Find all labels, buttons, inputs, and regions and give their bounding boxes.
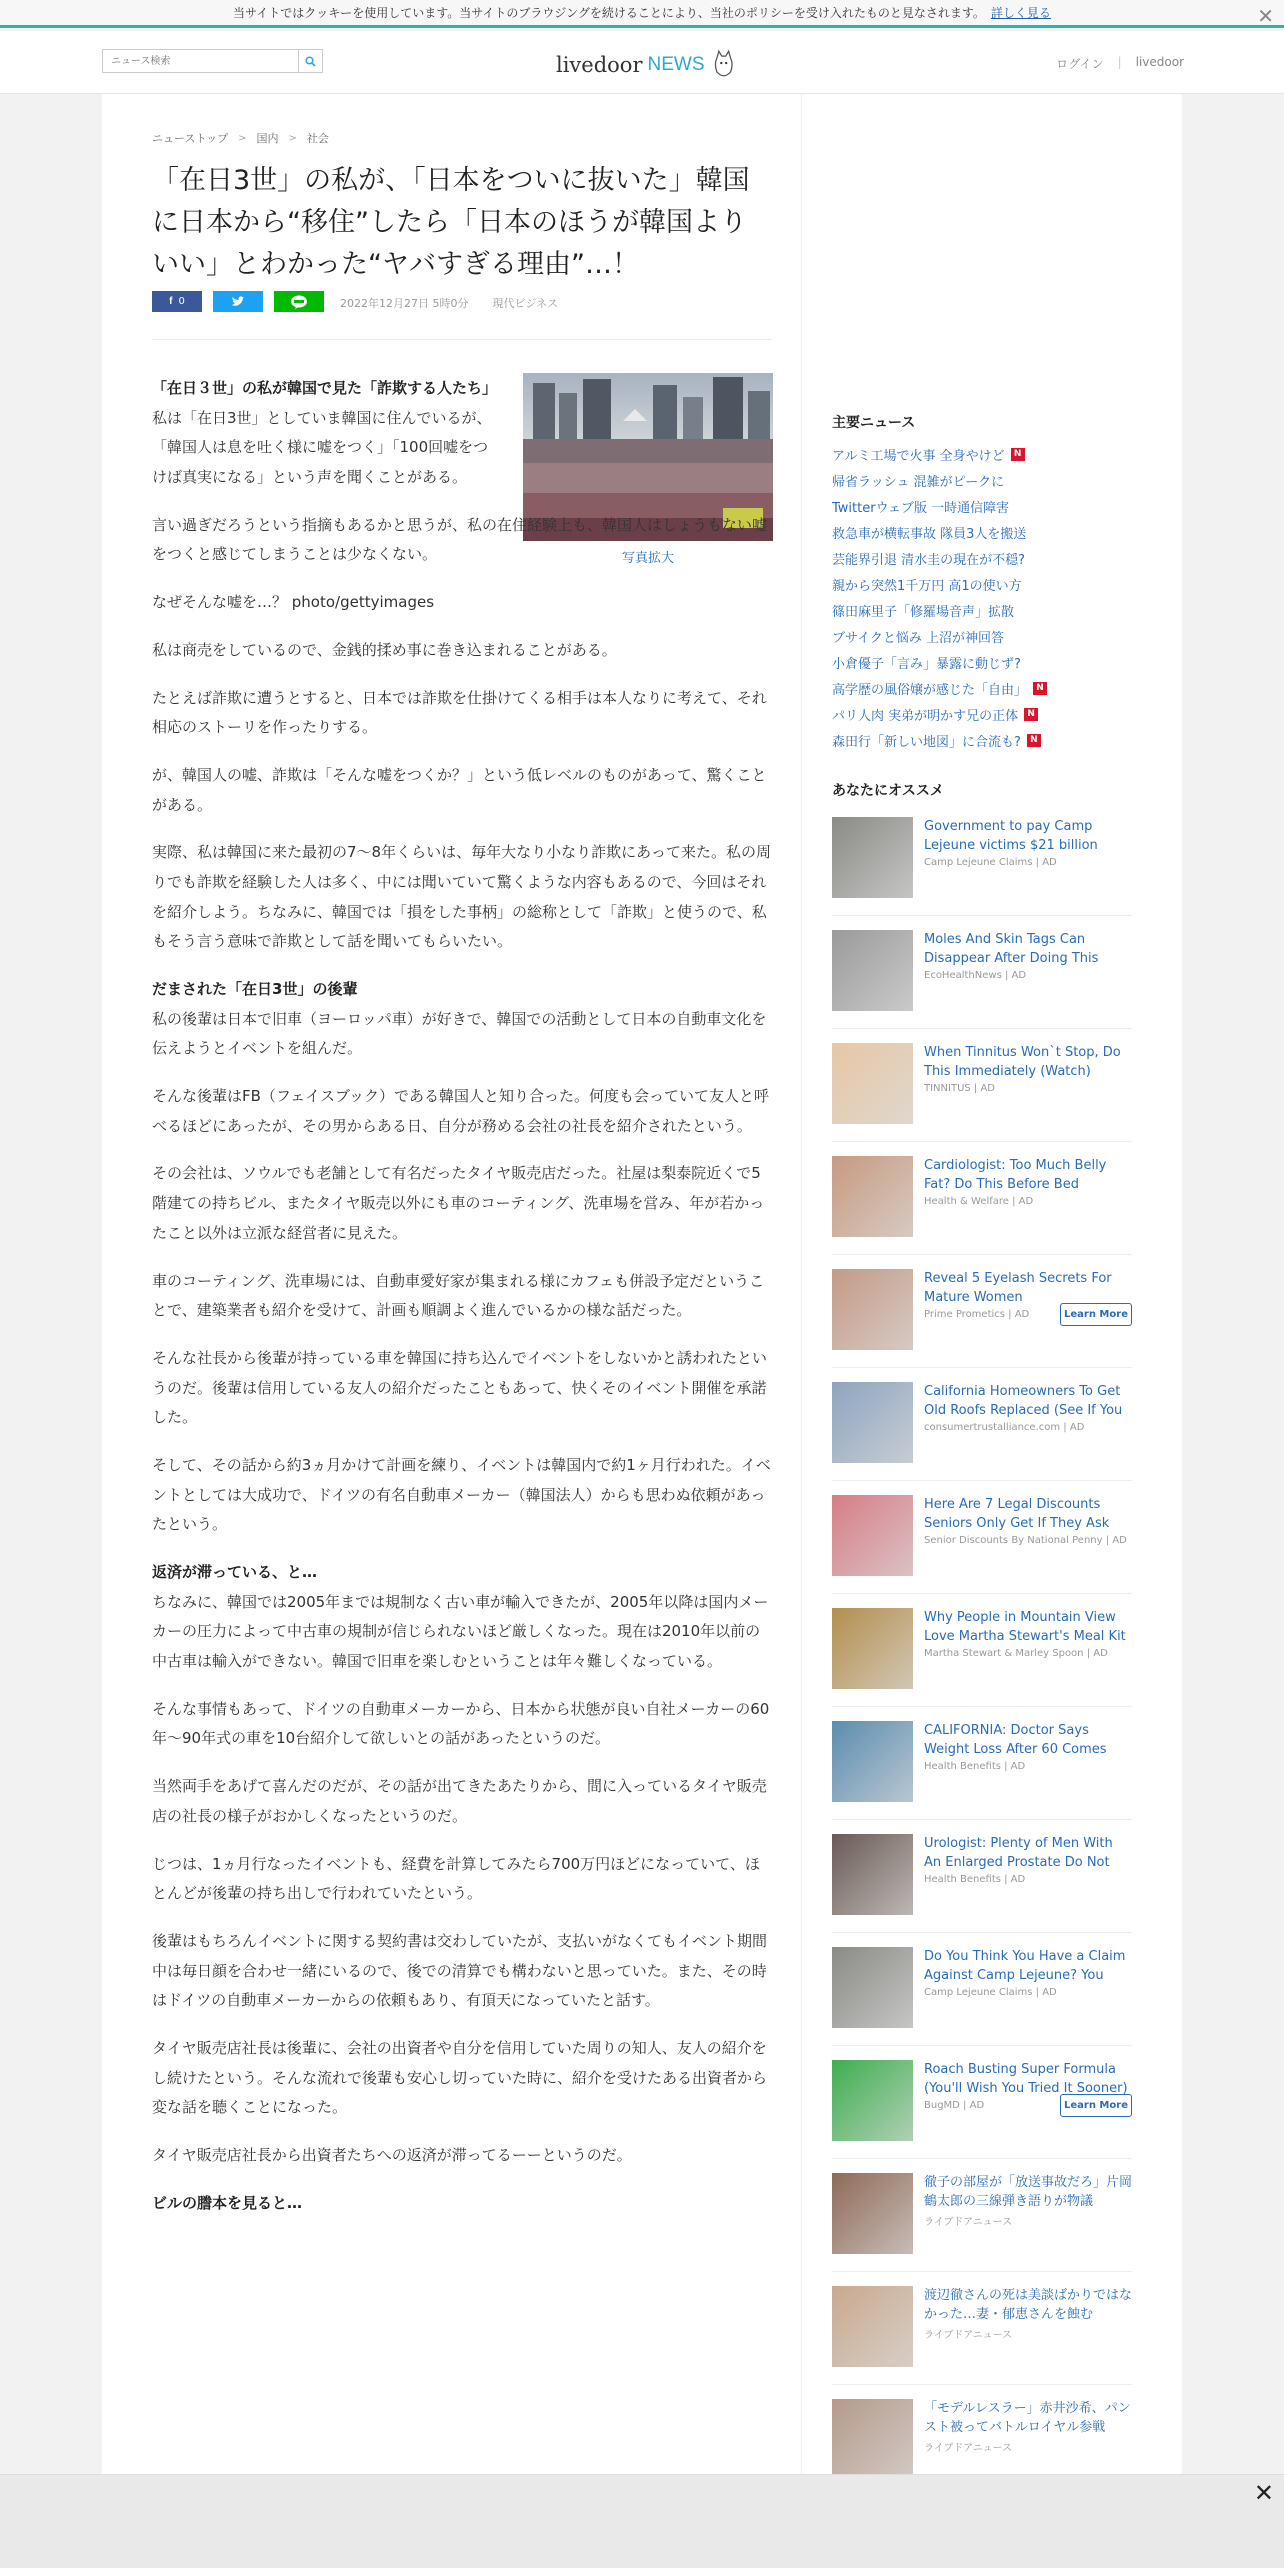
livedoor-link[interactable]: livedoor	[1135, 55, 1184, 69]
twitter-icon	[231, 296, 245, 307]
recommend-title[interactable]: Moles And Skin Tags Can Disappear After Doing This	[924, 932, 1099, 966]
recommend-title[interactable]: Here Are 7 Legal Discounts Seniors Only Get If They Ask	[924, 1497, 1110, 1531]
main-news-link[interactable]: 親から突然1千万円 高1の使い方	[832, 578, 1022, 594]
article-title: 「在日3世」の私が、「日本をついに抜いた」韓国に日本から“移住”したら「日本のほうが韓国よりいい」とわかった“ヤバすぎる理由”…！	[152, 165, 750, 280]
main-news-link[interactable]: 帰省ラッシュ 混雑がピークに	[832, 474, 1005, 490]
recommend-source: TINNITUS | AD	[924, 1083, 996, 1094]
recommend-title[interactable]: Government to pay Camp Lejeune victims $21 billion	[924, 819, 1098, 853]
share-buttons	[152, 291, 324, 312]
search-box	[102, 49, 323, 73]
divider	[152, 339, 772, 340]
main-news-link[interactable]: 芸能界引退 清水圭の現在が不穏?	[832, 552, 1026, 568]
main-news-item[interactable]	[832, 441, 1047, 467]
recommend-title[interactable]: 渡辺徹さんの死は美談ばかりではなかった…妻・郁恵さんを蝕む	[924, 2288, 1132, 2322]
twitter-share-button[interactable]	[213, 291, 263, 312]
recommend-thumbnail[interactable]	[832, 1269, 913, 1350]
article-paragraph: そんな社長から後輩が持っている車を韓国に持ち込んでイベントをしないかと誘われたというのだ。後輩は信用している友人の紹介だったこともあって、快くそのイベント開催を承諾した。	[152, 1348, 768, 1427]
facebook-icon: f	[169, 296, 173, 307]
main-news-item[interactable]	[832, 623, 1047, 649]
main-news-item[interactable]	[832, 519, 1047, 545]
article-paragraph: じつは、1ヵ月行なったイベントも、経費を計算してみたら700万円ほどになっていて、ほとんどが後輩の持ち出しで行われていたという。	[152, 1854, 760, 1903]
recommend-item[interactable]	[832, 803, 1132, 916]
main-news-item[interactable]	[832, 493, 1047, 519]
recommend-thumbnail[interactable]	[832, 2399, 913, 2480]
logo-livedoor: livedoor	[556, 53, 643, 77]
recommend-source: ライブドアニュース	[924, 2217, 1013, 2228]
recommend-thumbnail[interactable]	[832, 2060, 913, 2141]
recommend-thumbnail[interactable]	[832, 1947, 913, 2028]
breadcrumb-top[interactable]: ニューストップ	[152, 132, 229, 145]
new-badge: N	[1033, 682, 1047, 695]
learn-more-button[interactable]: Learn More	[1060, 1303, 1132, 1326]
recommend-item[interactable]	[832, 1933, 1132, 2046]
photo-enlarge-link[interactable]: 写真拡大	[621, 551, 674, 566]
breadcrumb-domestic[interactable]: 国内	[256, 132, 279, 145]
article-paragraph: そんな後輩はFB（フェイスブック）である韓国人と知り合った。何度も会っていて友人と呼べるほどにあったが、その男からある日、自分が務める会社の社長を紹介されたという。	[152, 1087, 769, 1135]
cookie-banner	[0, 0, 1284, 28]
article-body	[152, 374, 772, 2218]
article-subheading: ビルの謄本を見ると…	[152, 2193, 303, 2212]
line-icon	[290, 295, 308, 309]
recommend-source: EcoHealthNews | AD	[924, 970, 1027, 981]
recommend-source: consumertrustalliance.com | AD	[924, 1422, 1085, 1433]
main-news-list	[832, 441, 1047, 753]
main-news-link[interactable]: パリ人肉 実弟が明かす兄の正体	[832, 708, 1019, 724]
chevron-right-icon: >	[238, 132, 247, 144]
main-news-link[interactable]: Twitterウェブ版 一時通信障害	[832, 500, 1010, 516]
learn-more-button[interactable]: Learn More	[1060, 2094, 1132, 2117]
article-date: 2022年12月27日 5時0分	[340, 297, 469, 310]
recommend-source: Camp Lejeune Claims | AD	[924, 857, 1057, 868]
new-badge: N	[1027, 734, 1041, 747]
recommend-thumbnail[interactable]	[832, 2173, 913, 2254]
recommend-item[interactable]	[832, 2159, 1132, 2272]
breadcrumb-society[interactable]: 社会	[306, 132, 329, 145]
facebook-share-count: 0	[178, 296, 185, 307]
ad-close-icon[interactable]: ✕	[1253, 2479, 1274, 2507]
article-paragraph: 私は「在日3世」としていま韓国に住んでいるが、「韓国人は息を吐く様に嘘をつく」「100回嘘をつけば真実になる」という声を聞くことがある。	[152, 408, 492, 487]
recommend-title[interactable]: Roach Busting Super Formula (You'll Wish You Tried It Sooner)	[924, 2062, 1128, 2096]
header-nav	[1056, 55, 1184, 72]
main-news-link[interactable]: 篠田麻里子「修羅場音声」拡散	[832, 604, 1015, 620]
recommend-item[interactable]	[832, 1594, 1132, 1707]
new-badge: N	[1024, 708, 1038, 721]
bottom-ad-bar	[0, 2474, 1284, 2568]
article-paragraph: その会社は、ソウルでも老舗として有名だったタイヤ販売店だった。社屋は梨泰院近くで5階建ての持ちビル、またタイヤ販売以外にも車のコーティング、洗車場を営み、年が若かったこと以外は立派な経営者に見えた。	[152, 1164, 765, 1242]
chevron-right-icon: >	[288, 132, 297, 144]
article-paragraph: 言い過ぎだろうという指摘もあるかと思うが、私の在住経験上も、韓国人はしょうもない嘘をつくと感じてしまうことは少なくない。	[152, 515, 768, 564]
sidebar	[832, 94, 1152, 2474]
article-subheading: 「在日３世」の私が韓国で見た「詐欺する人たち」	[152, 379, 498, 397]
main-news-link[interactable]: アルミ工場で火事 全身やけど	[832, 448, 1005, 464]
mascot-icon	[711, 48, 737, 82]
article-subheading: 返済が滞っている、と…	[152, 1563, 318, 1581]
recommend-title[interactable]: Do You Think You Have a Claim Against Camp Lejeune? You	[924, 1949, 1126, 1983]
main-news-item[interactable]	[832, 545, 1047, 571]
article-paragraph: タイヤ販売店社長は後輩に、会社の出資者や自分を信用していた周りの知人、友人の紹介をし続けたという。そんな流れで後輩も安心し切っていた時に、紹介を受けたある出資者から変な話を聴くことになった。	[152, 2038, 768, 2117]
article-paragraph: そして、その話から約3ヵ月かけて計画を練り、イベントは韓国内で約1ヶ月行われた。イベントとしては大成功で、ドイツの有名自動車メーカー（韓国法人）からも思わぬ依頼があったという。	[152, 1455, 771, 1534]
main-news-link[interactable]: 小倉優子「言み」暴露に動じず?	[832, 656, 1021, 672]
main-news-link[interactable]: ブサイクと悩み 上沼が神回答	[832, 630, 1004, 646]
recommend-thumbnail[interactable]	[832, 1043, 913, 1124]
article-paragraph: たとえば詐欺に遭うとすると、日本では詐欺を仕掛けてくる相手は本人なりに考えて、それ相応のストーリを作ったりする。	[152, 688, 767, 737]
article-paragraph: タイヤ販売店社長から出資者たちへの返済が滞ってるーーというのだ。	[152, 2146, 632, 2164]
recommend-title[interactable]: 「モデルレスラー」赤井沙希、パンスト被ってバトルロイヤル参戦	[924, 2401, 1131, 2435]
article-paragraph: 私の後輩は日本で旧車（ヨーロッパ車）が好きで、韓国での活動として日本の自動車文化を伝えようとイベントを組んだ。	[152, 1009, 767, 1058]
cookie-more-link[interactable]: 詳しく見る	[990, 6, 1051, 20]
cookie-close-icon[interactable]: ✕	[1257, 4, 1274, 28]
recommend-source: Health Benefits | AD	[924, 1874, 1026, 1885]
article-paragraph: 当然両手をあげて喜んだのだが、その話が出てきたあたりから、間に入っているタイヤ販売店の社長の様子がおかしくなったというのだ。	[152, 1777, 767, 1825]
recommend-title[interactable]: 徹子の部屋が「放送事故だろ」片岡鶴太郎の三線弾き語りが物議	[924, 2175, 1132, 2209]
recommend-item[interactable]	[832, 1707, 1132, 1820]
facebook-share-button[interactable]	[152, 291, 202, 312]
main-news-link[interactable]: 救急車が横転事故 隊員3人を搬送	[832, 526, 1027, 542]
article-paragraph: が、韓国人の嘘、詐欺は「そんな嘘をつくか？」という低レベルのものがあって、驚くことがある。	[152, 765, 767, 814]
recommend-thumbnail[interactable]	[832, 1156, 913, 1237]
article-meta	[340, 295, 558, 311]
page-container	[102, 94, 1182, 2474]
main-news-item[interactable]	[832, 675, 1047, 701]
recommend-item[interactable]	[832, 1255, 1132, 1368]
recommend-heading: あなたにオススメ	[832, 783, 944, 799]
article-paragraph: 実際、私は韓国に来た最初の7～8年くらいは、毎年大なり小なり詐欺にあって来た。私の周りでも詐欺を経験した人は多く、中には聞いていて驚くような内容もあるので、今回はそれを紹介しよう。ちなみに、韓国では「損をした事柄」の総称として「詐欺」と使うので、私もそう言う意味で詐欺として話を聞いてもらいたい。	[152, 843, 771, 951]
recommend-title[interactable]: Cardiologist: Too Much Belly Fat? Do This Before Bed	[924, 1158, 1107, 1192]
recommend-item[interactable]	[832, 1368, 1132, 1481]
article-subheading: だまされた「在日3世」の後輩	[152, 980, 358, 998]
main-news-item[interactable]	[832, 571, 1047, 597]
recommend-source: ライブドアニュース	[924, 2443, 1013, 2454]
search-button[interactable]	[298, 50, 322, 72]
recommend-thumbnail[interactable]	[832, 1495, 913, 1576]
article-source[interactable]: 現代ビジネス	[492, 297, 559, 310]
new-badge: N	[1011, 448, 1025, 461]
recommend-item[interactable]	[832, 1820, 1132, 1933]
recommend-thumbnail[interactable]	[832, 1382, 913, 1463]
recommend-title[interactable]: CALIFORNIA: Doctor Says Weight Loss After 60 Comes	[924, 1723, 1107, 1757]
recommend-item[interactable]	[832, 1029, 1132, 1142]
recommend-thumbnail[interactable]	[832, 817, 913, 898]
recommend-source: Prime Prometics | AD	[924, 1309, 1030, 1320]
main-news-item[interactable]	[832, 727, 1047, 753]
main-news-item[interactable]	[832, 597, 1047, 623]
recommend-source: Camp Lejeune Claims | AD	[924, 1987, 1057, 1998]
site-logo[interactable]	[556, 45, 736, 85]
recommend-thumbnail[interactable]	[832, 930, 913, 1011]
recommend-item[interactable]	[832, 1481, 1132, 1594]
site-header	[0, 31, 1284, 94]
recommend-item[interactable]	[832, 1142, 1132, 1255]
cookie-text: 当サイトではクッキーを使用しています。当サイトのブラウジングを続けることにより、当社のポリシーを受け入れたものと見なされます。	[233, 6, 985, 20]
recommend-source: BugMD | AD	[924, 2100, 985, 2111]
recommend-item[interactable]	[832, 916, 1132, 1029]
recommend-source: Senior Discounts By National Penny | AD	[924, 1535, 1127, 1546]
main-news-item[interactable]	[832, 649, 1047, 675]
search-input[interactable]	[103, 50, 299, 72]
recommend-title[interactable]: California Homeowners To Get Old Roofs Replaced (See If You	[924, 1384, 1123, 1418]
recommend-source: Health Benefits | AD	[924, 1761, 1026, 1772]
recommend-source: ライブドアニュース	[924, 2330, 1013, 2341]
recommend-title[interactable]: Urologist: Plenty of Men With An Enlarged Prostate Do Not	[924, 1836, 1113, 1870]
article-paragraph: そんな事情もあって、ドイツの自動車メーカーから、日本から状態が良い自社メーカーの60年～90年式の車を10台紹介して欲しいとの話があったというのだ。	[152, 1699, 770, 1748]
article-paragraph: ちなみに、韓国では2005年までは規制なく古い車が輸入できたが、2005年以降は国内メーカーの圧力によって中古車の規制が信じられないほど厳しくなった。現在は2010年以前の中古車は輸入ができない。韓国で旧車を楽しむということは年々難しくなっている。	[152, 1592, 769, 1671]
logo-news: NEWS	[647, 54, 705, 75]
recommend-thumbnail[interactable]	[832, 1834, 913, 1915]
article-paragraph: 私は商売をしているので、金銭的揉め事に巻き込まれることがある。	[152, 640, 617, 659]
main-news-heading: 主要ニュース	[832, 415, 916, 431]
article-paragraph: なぜそんな嘘を…？ photo/gettyimages	[152, 593, 435, 612]
recommend-list	[832, 803, 1132, 2498]
recommend-thumbnail[interactable]	[832, 1608, 913, 1689]
article-paragraph: 後輩はもちろんイベントに関する契約書は交わしていたが、支払いがなくてもイベント期間中は毎日顔を合わせ一緒にいるので、後での清算でも構わないと思っていた。また、その時はドイツの自動車メーカーからの依頼もあり、有頂天になっていたと話す。	[152, 1931, 768, 2010]
recommend-item[interactable]	[832, 2272, 1132, 2385]
recommend-source: Health & Welfare | AD	[924, 1196, 1034, 1207]
recommend-thumbnail[interactable]	[832, 2286, 913, 2367]
article-paragraph: 車のコーティング、洗車場には、自動車愛好家が集まれる様にカフェも併設予定だということで、建築業者も紹介を受けて、計画も順調よく進んでいるかの様な話だった。	[152, 1271, 765, 1320]
recommend-title[interactable]: Why People in Mountain View Love Martha Stewart's Meal Kit	[924, 1610, 1126, 1644]
main-news-item[interactable]	[832, 467, 1047, 493]
nav-separator: |	[1117, 55, 1122, 69]
recommend-source: Martha Stewart & Marley Spoon | AD	[924, 1648, 1108, 1659]
main-news-link[interactable]: 高学歴の風俗嬢が感じた「自由」	[832, 682, 1028, 698]
login-link[interactable]: ログイン	[1056, 57, 1104, 71]
recommend-title[interactable]: When Tinnitus Won`t Stop, Do This Immediately (Watch)	[924, 1045, 1121, 1079]
recommend-thumbnail[interactable]	[832, 1721, 913, 1802]
article-main	[102, 94, 802, 2474]
main-news-item[interactable]	[832, 701, 1047, 727]
search-icon	[305, 56, 316, 67]
breadcrumb	[152, 130, 329, 146]
recommend-title[interactable]: Reveal 5 Eyelash Secrets For Mature Women	[924, 1271, 1112, 1305]
main-news-link[interactable]: 森田行「新しい地図」に合流も?	[832, 734, 1021, 750]
line-share-button[interactable]	[274, 291, 324, 312]
recommend-item[interactable]	[832, 2046, 1132, 2159]
